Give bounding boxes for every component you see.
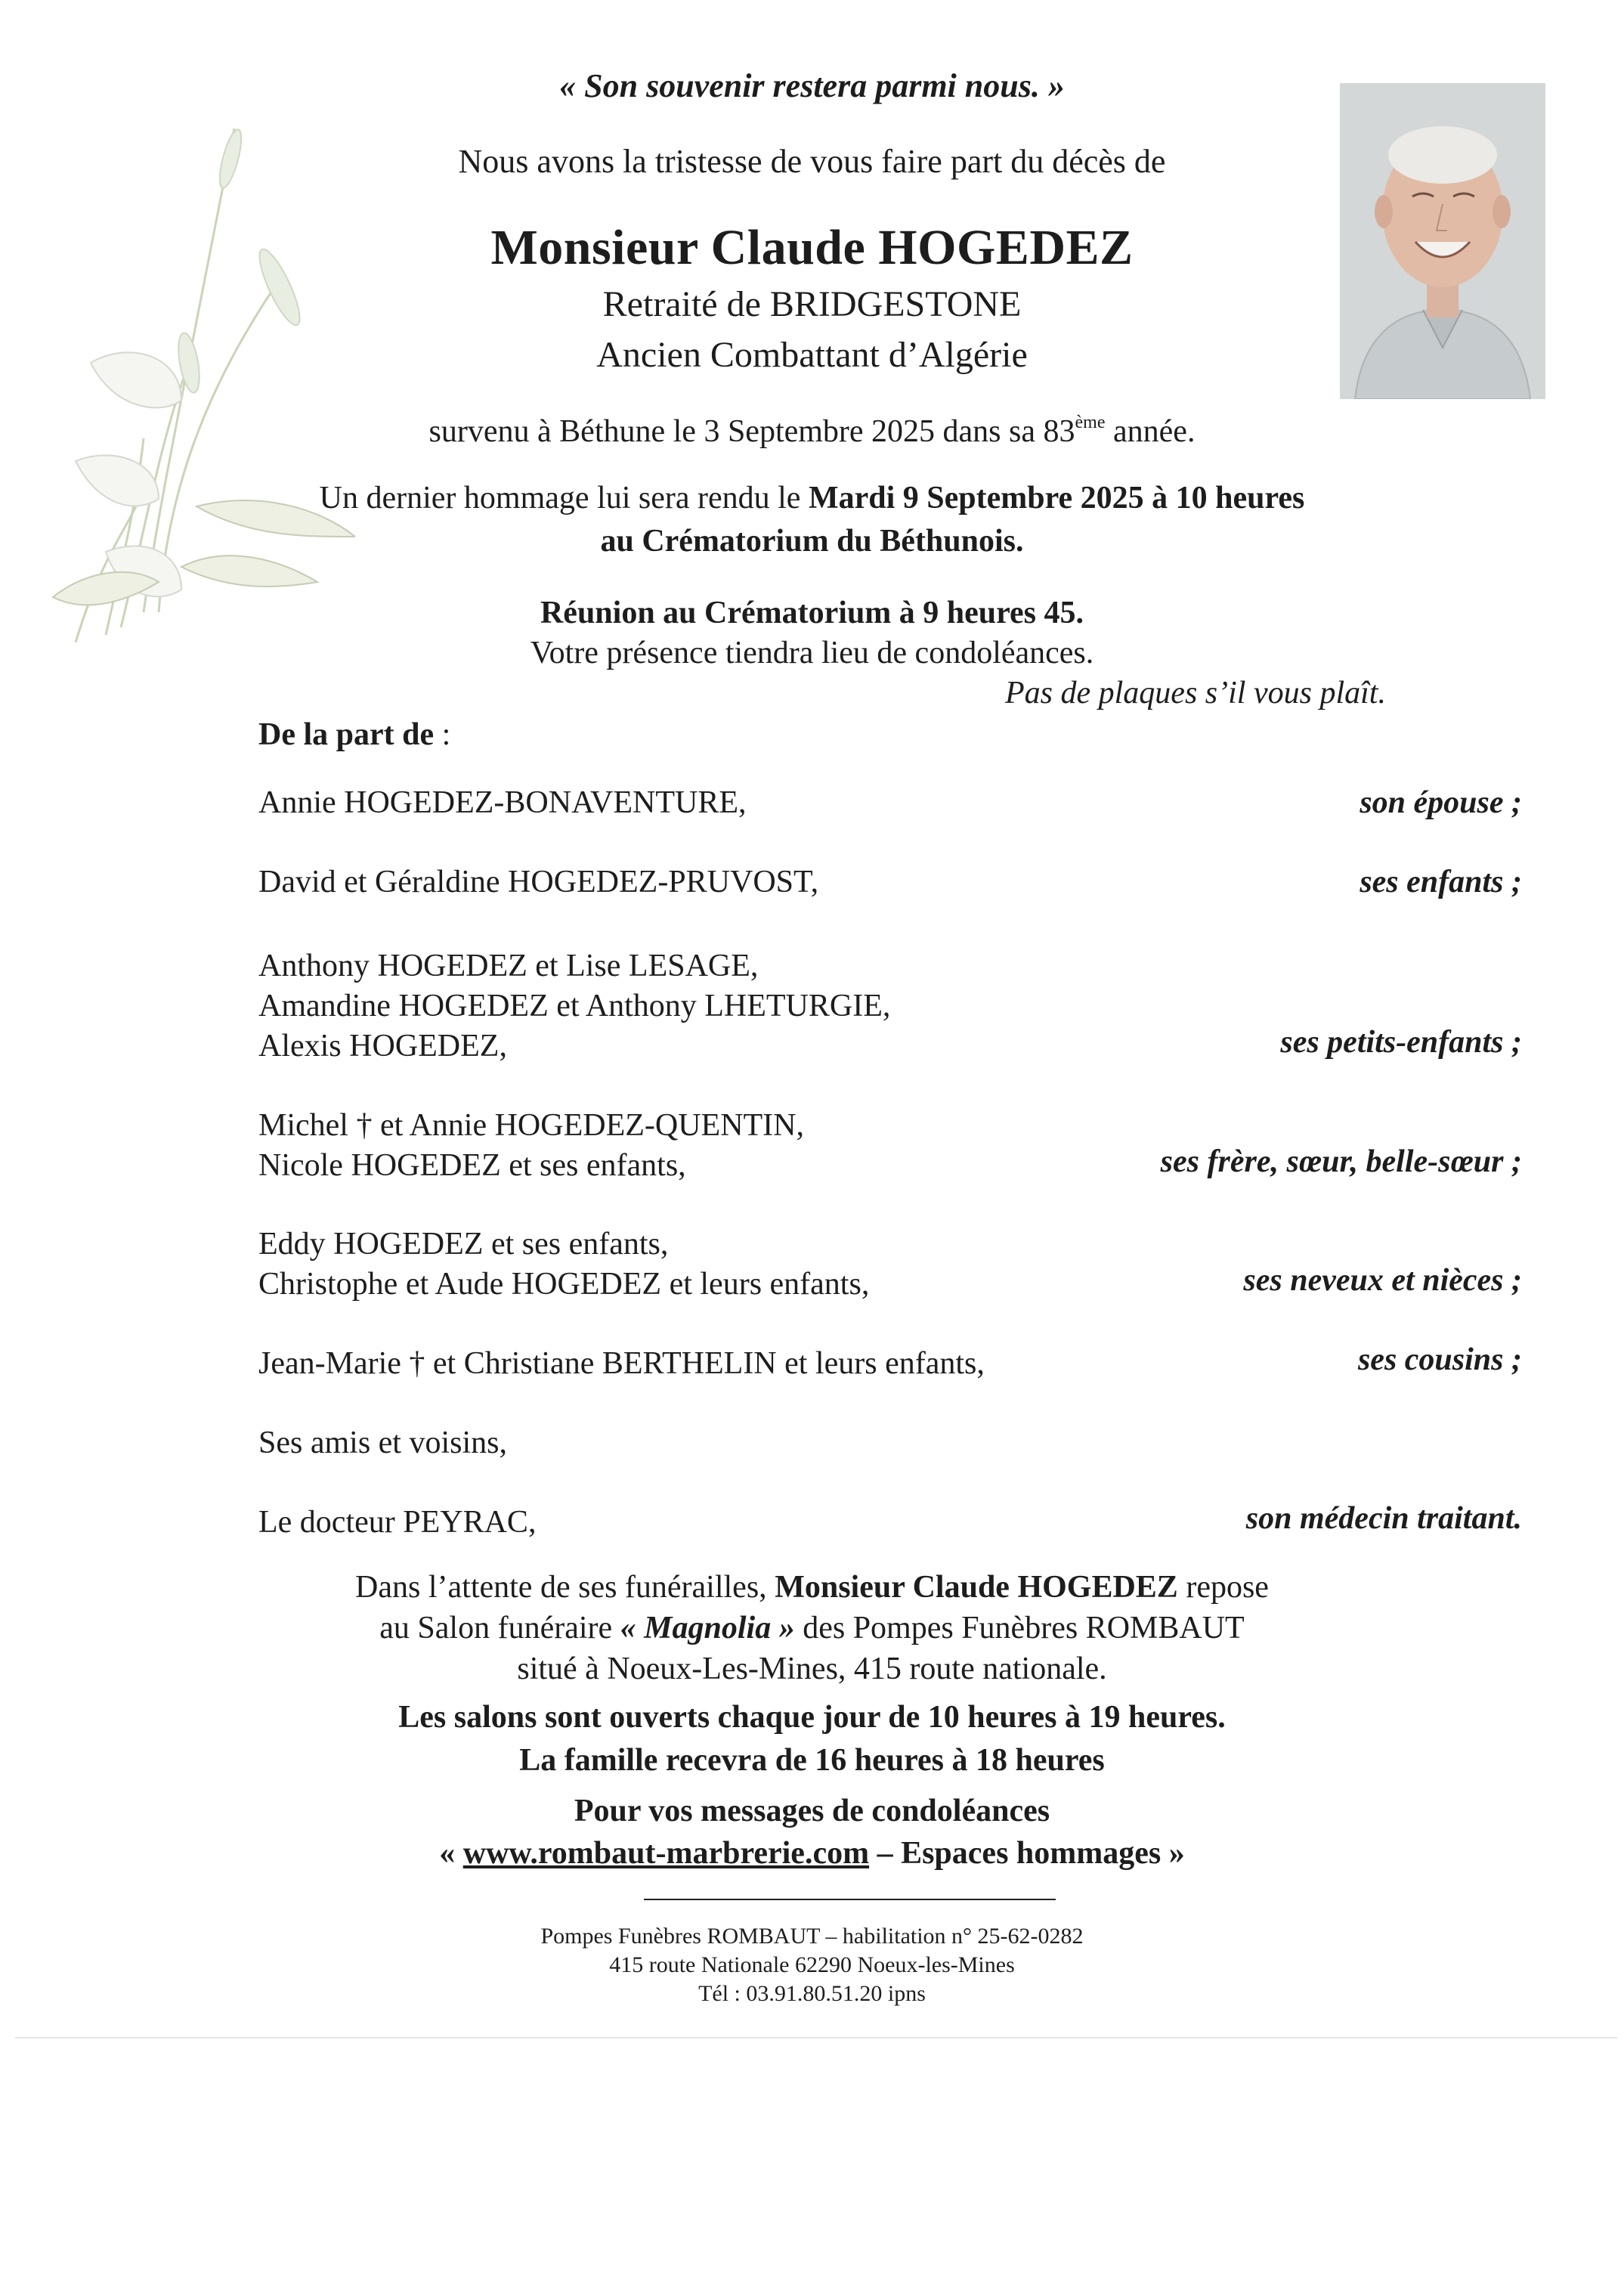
- from-heading: [258, 717, 450, 753]
- family-line: Annie HOGEDEZ-BONAVENTURE,: [258, 785, 747, 820]
- family-line: Nicole HOGEDEZ et ses enfants,: [258, 1148, 686, 1183]
- memorial-quote: « Son souvenir restera parmi nous. »: [559, 67, 1065, 104]
- family-relation: son médecin traitant.: [1245, 1501, 1522, 1536]
- death-date-end: année.: [1105, 414, 1196, 449]
- footer-company: Pompes Funèbres ROMBAUT – habilitation n° 25-62-0282: [540, 1924, 1084, 1949]
- website-link[interactable]: www.rombaut-marbrerie.com: [462, 1836, 870, 1871]
- arrangement-name: Monsieur Claude HOGEDEZ: [775, 1570, 1178, 1605]
- page-bottom-edge: [15, 2037, 1617, 2039]
- salon-hours: Les salons sont ouverts chaque jour de 10 heures à 19 heures.: [398, 1700, 1226, 1735]
- family-line: Jean-Marie † et Christiane BERTHELIN et leurs enfants,: [258, 1346, 985, 1381]
- family-relation: son épouse ;: [1360, 785, 1522, 820]
- divider: [644, 1899, 1056, 1900]
- family-relation: ses cousins ;: [1357, 1342, 1522, 1377]
- death-date-text: survenu à Béthune le 3 Septembre 2025 dans sa 83: [428, 414, 1075, 449]
- from-heading-bold: De la part de: [258, 717, 435, 752]
- tribute-location: au Crématorium du Béthunois.: [600, 524, 1024, 559]
- quote-open: «: [439, 1836, 463, 1871]
- deceased-name: Monsieur Claude HOGEDEZ: [490, 220, 1134, 275]
- tribute-line: [0, 480, 1624, 516]
- website-section: – Espaces hommages »: [869, 1836, 1185, 1871]
- arrangement-text: Dans l’attente de ses funérailles,: [355, 1570, 775, 1605]
- tribute-text: Un dernier hommage lui sera rendu le: [319, 481, 809, 515]
- family-line: Michel † et Annie HOGEDEZ-QUENTIN,: [258, 1108, 804, 1143]
- family-line: Amandine HOGEDEZ et Anthony LHETURGIE,: [258, 989, 891, 1023]
- deceased-occupation: Retraité de BRIDGESTONE: [602, 284, 1022, 324]
- family-relation: ses enfants ;: [1360, 865, 1522, 899]
- footer-phone: Tél : 03.91.80.51.20 ipns: [698, 1981, 926, 2006]
- salon-address: situé à Noeux-Les-Mines, 415 route nationale.: [517, 1652, 1107, 1686]
- intro-text: Nous avons la tristesse de vous faire part du décès de: [458, 143, 1166, 180]
- condolences-messages-heading: Pour vos messages de condoléances: [574, 1794, 1050, 1828]
- gathering-time: Réunion au Crématorium à 9 heures 45.: [540, 596, 1084, 630]
- funeral-arrangement-line: [0, 1569, 1624, 1605]
- family-line: Ses amis et voisins,: [258, 1426, 508, 1460]
- family-reception-hours: La famille recevra de 16 heures à 18 heures: [519, 1743, 1105, 1778]
- salon-company: des Pompes Funèbres ROMBAUT: [794, 1611, 1245, 1645]
- family-line: Alexis HOGEDEZ,: [258, 1029, 507, 1063]
- family-relation: ses petits-enfants ;: [1280, 1025, 1522, 1060]
- funeral-salon-line: [0, 1610, 1624, 1646]
- salon-name: « Magnolia »: [620, 1611, 795, 1645]
- family-relation: ses frère, sœur, belle-sœur ;: [1160, 1144, 1522, 1179]
- arrangement-text: repose: [1177, 1570, 1269, 1605]
- footer-address: 415 route Nationale 62290 Noeux-les-Mines: [609, 1952, 1015, 1977]
- family-line: Anthony HOGEDEZ et Lise LESAGE,: [258, 949, 759, 983]
- from-heading-colon: :: [434, 717, 451, 752]
- family-line: Christophe et Aude HOGEDEZ et leurs enfants,: [258, 1267, 870, 1302]
- ordinal-suffix: ème: [1075, 413, 1106, 432]
- condolences-note: Votre présence tiendra lieu de condoléances.: [530, 636, 1094, 670]
- condolences-website-line: [0, 1835, 1624, 1871]
- no-plaques-note: Pas de plaques s’il vous plaît.: [1005, 676, 1386, 710]
- calla-lily-illustration: [30, 113, 355, 642]
- family-line: Eddy HOGEDEZ et ses enfants,: [258, 1227, 669, 1262]
- family-relation: ses neveux et nièces ;: [1243, 1263, 1522, 1298]
- tribute-date: Mardi 9 Septembre 2025 à 10 heures: [808, 481, 1305, 515]
- deceased-veteran-status: Ancien Combattant d’Algérie: [596, 335, 1028, 375]
- family-line: David et Géraldine HOGEDEZ-PRUVOST,: [258, 865, 819, 899]
- salon-text: au Salon funéraire: [379, 1611, 620, 1645]
- family-line: Le docteur PEYRAC,: [258, 1505, 537, 1540]
- death-announcement: [0, 413, 1624, 450]
